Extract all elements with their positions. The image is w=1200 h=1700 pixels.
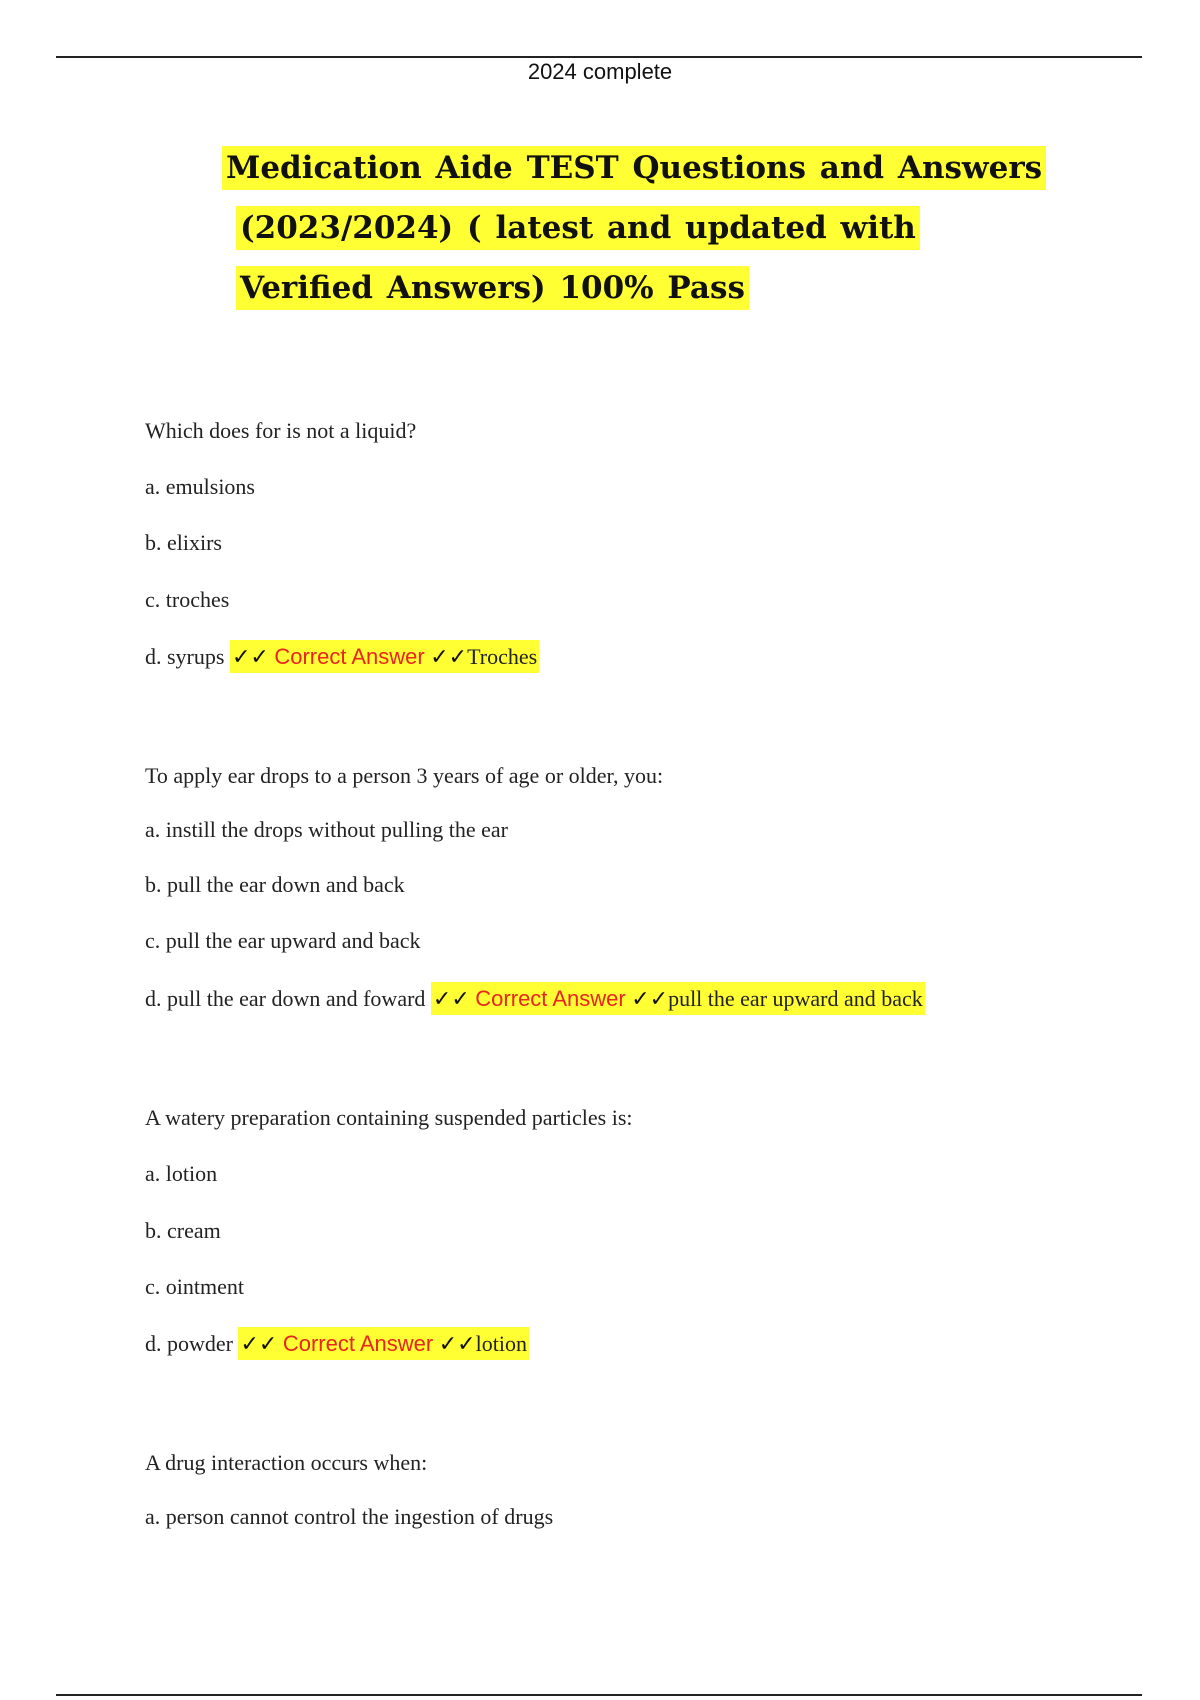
question-4-option-a: a. person cannot control the ingestion of drugs [145, 1504, 554, 1529]
question-1-option-d: d. syrups [145, 644, 225, 669]
question-1-option-a: a. emulsions [145, 474, 255, 499]
question-2-option-d-row [145, 984, 925, 1015]
header-note: 2024 complete [527, 59, 673, 84]
check-marks-icon: ✓✓ [432, 987, 470, 1012]
question-1-option-d-row [145, 642, 539, 673]
question-4-text: A drug interaction occurs when: [145, 1450, 428, 1475]
question-3-answer: lotion [475, 1331, 527, 1356]
correct-answer-label: Correct Answer [274, 644, 425, 669]
check-marks-icon: ✓✓ [430, 645, 468, 670]
question-2-option-a: a. instill the drops without pulling the ear [145, 817, 508, 842]
question-1-answer-highlight [230, 640, 539, 673]
question-1-text: Which does for is not a liquid? [145, 418, 417, 443]
document-title-line-1: Medication Aide TEST Questions and Answers [222, 146, 1046, 190]
question-1-option-b: b. elixirs [145, 530, 222, 555]
question-2-answer-highlight [431, 982, 925, 1015]
question-3-answer-highlight [238, 1327, 528, 1360]
check-marks-icon: ✓✓ [231, 645, 269, 670]
question-1-option-c: c. troches [145, 587, 230, 612]
question-3-option-c: c. ointment [145, 1274, 244, 1299]
document-title-line-2: (2023/2024) ( latest and updated with [236, 206, 920, 250]
question-2-answer: pull the ear upward and back [668, 986, 923, 1011]
document-title-line-3: Verified Answers) 100% Pass [236, 266, 749, 310]
check-marks-icon: ✓✓ [438, 1332, 476, 1357]
footer-rule [56, 1694, 1142, 1696]
correct-answer-label: Correct Answer [282, 1331, 434, 1356]
question-2-option-b: b. pull the ear down and back [145, 872, 405, 897]
question-3-text: A watery preparation containing suspended particles is: [145, 1105, 633, 1130]
question-3-option-b: b. cream [145, 1218, 221, 1243]
question-2-text: To apply ear drops to a person 3 years of age or older, you: [145, 763, 664, 788]
question-2-option-d: d. pull the ear down and foward [145, 986, 426, 1011]
check-marks-icon: ✓✓ [240, 1332, 278, 1357]
correct-answer-label: Correct Answer [475, 986, 626, 1011]
question-3-option-a: a. lotion [145, 1161, 218, 1186]
question-1-answer: Troches [467, 644, 538, 669]
question-2-option-c: c. pull the ear upward and back [145, 928, 421, 953]
question-3-option-d: d. powder [145, 1331, 233, 1356]
question-3-option-d-row [145, 1329, 529, 1360]
check-marks-icon: ✓✓ [631, 987, 669, 1012]
